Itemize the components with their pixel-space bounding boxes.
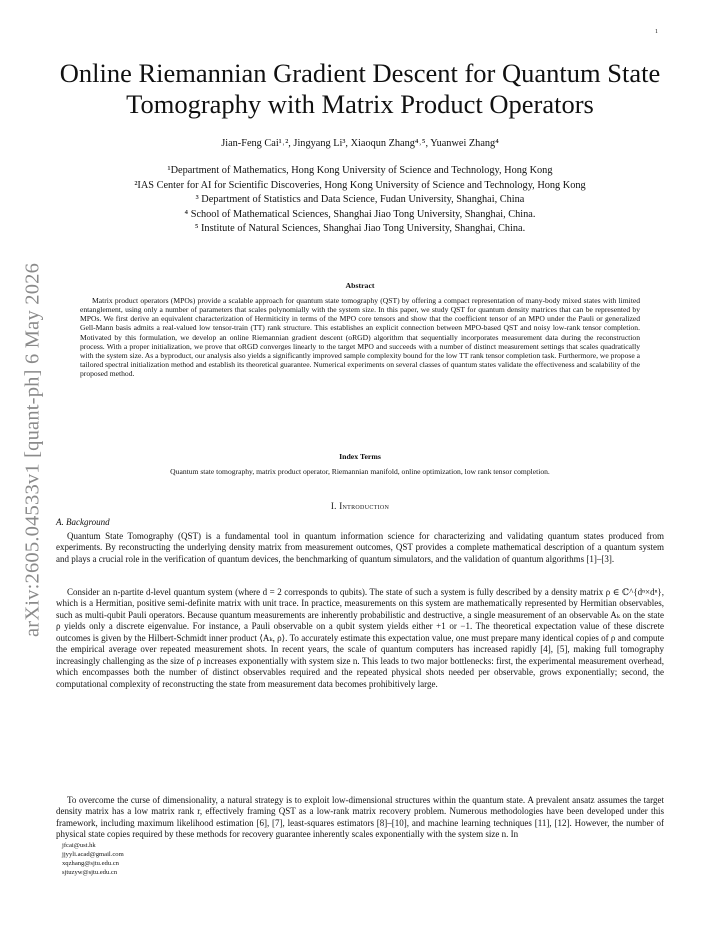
paragraph-1: Quantum State Tomography (QST) is a fundamental tool in quantum information science for characterizing and validating quantum states produced from experiments. By reconstructing the underlying density matrix from measurement outcomes, QST provides a complete mathematical description of a quantum system and plays a crucial role in the verification of quantum devices, the benchmarking of quantum simulators, and the validation of quantum algorithms [1]–[3].	[56, 531, 664, 564]
section-heading-text: I. Introduction	[330, 501, 390, 511]
email-2: jjyyli.acad@gmail.com	[62, 851, 124, 859]
affiliation-4: ⁴ School of Mathematical Sciences, Shanghai Jiao Tong University, Shanghai, China.	[184, 208, 536, 220]
email-1: jfcai@ust.hk	[62, 842, 96, 849]
subsection-heading: A. Background	[56, 517, 110, 527]
index-terms-text: Quantum state tomography, matrix product operator, Riemannian manifold, online optimization, low rank tensor completion.	[170, 467, 550, 476]
page-number: 1	[655, 29, 658, 35]
email-4: sjtuzyw@sjtu.edu.cn	[62, 869, 118, 877]
arxiv-identifier-stamp	[22, 250, 44, 650]
affiliation-2: ²IAS Center for AI for Scientific Discoveries, Hong Kong University of Science and Technology, Hong Kong	[134, 179, 586, 191]
email-3: xqzhang@sjtu.edu.cn	[62, 860, 119, 868]
paragraph-3: To overcome the curse of dimensionality, a natural strategy is to exploit low-dimensional structures within the quantum state. A prevalent ansatz assumes the target density matrix has a low matrix rank r, effectively framing QST as a low-rank matrix recovery problem. Numerous methodologies have been developed under this framework, including maximum likelihood estimation [6], [7], least-squares estimators [8]–[10], and machine learning techniques [11], [12]. However, the number of physical state copies required by these methods for recovery guarantee inherently scales exponentially with the system size n. In	[56, 795, 664, 840]
section-heading	[0, 501, 720, 511]
index-terms-heading: Index Terms	[339, 452, 381, 461]
affiliations	[40, 164, 680, 237]
paper-title: Online Riemannian Gradient Descent for Quantum State Tomography with Matrix Product Operators	[59, 58, 661, 119]
abstract-text: Matrix product operators (MPOs) provide a scalable approach for quantum state tomography (QST) by offering a compact representation of many-body mixed states with limited entanglement, using only a number of parameters that scales polynomially with the system size. In this paper, we study QST for quantum density matrices that can be represented by MPOs. We first derive an equivalent characterization of Hermiticity in terms of the MPO core tensors and show that the coefficient tensor of an MPO under the Pauli or generalized Gell-Mann basis admits a real-valued low tensor-train (TT) rank structure. This establishes an explicit connection between MPO-based QST and noisy low-rank tensor completion. Motivated by this formulation, we develop an online Riemannian gradient descent (oRGD) algorithm that sequentially incorporates measurement data during the reconstruction process. With a proper initialization, we prove that oRGD converges linearly to the target MPO and succeeds with a number of distinct measurement settings that scales quadratically with the system size. As a byproduct, our analysis also yields a significantly improved sample complexity bound for the low TT rank tensor completion task. Furthermore, we propose a tailored spectral initialization method and establish its theoretical guarantee. Numerical experiments on several classes of quantum states validate the effectiveness and scalability of the proposed method.	[80, 296, 640, 379]
affiliation-5: ⁵ Institute of Natural Sciences, Shanghai Jiao Tong University, Shanghai, China.	[194, 223, 526, 235]
paragraph-2: Consider an n-partite d-level quantum system (where d = 2 corresponds to qubits). The state of such a system is fully described by a density matrix ρ ∈ ℂ^{dⁿ×dⁿ}, which is a Hermitian, positive semi-definite matrix with unit trace. In practice, measurements on this system are mathematically represented by Hermitian observables, such as multi-qubit Pauli operators. Because quantum measurements are inherently probabilistic and destructive, a single measurement of an observable Aₖ on the state ρ yields only a discrete eigenvalue. For instance, a Pauli observable on a qubit system yields either +1 or −1. The theoretical expectation value of these discrete outcomes is given by the Hilbert-Schmidt inner product ⟨Aₖ, ρ⟩. To accurately estimate this expectation value, one must prepare many identical copies of ρ and compute the empirical average over repeated measurement shots. In recent years, the scale of quantum computers has increased rapidly [4], [5], making full tomography increasingly challenging as the size of ρ increases exponentially with system size n. This leads to two major bottlenecks: first, the experimental measurement overhead, which encompasses both the number of distinct observables required and the repeated physical shots needed per observable, grows exponentially; second, the computational complexity of reconstructing the state from measurement data becomes prohibitively large.	[56, 587, 664, 689]
affiliation-3: ³ Department of Statistics and Data Science, Fudan University, Shanghai, China	[195, 194, 525, 206]
abstract-heading: Abstract	[345, 281, 375, 290]
author-list: Jian-Feng Cai¹˒², Jingyang Li³, Xiaoqun Zhang⁴˒⁵, Yuanwei Zhang⁴	[221, 138, 499, 149]
email-footnotes	[62, 841, 124, 877]
affiliation-1: ¹Department of Mathematics, Hong Kong University of Science and Technology, Hong Kong	[167, 165, 553, 176]
arxiv-identifier: arXiv:2605.04533v1 [quant-ph] 6 May 2026	[21, 262, 44, 638]
